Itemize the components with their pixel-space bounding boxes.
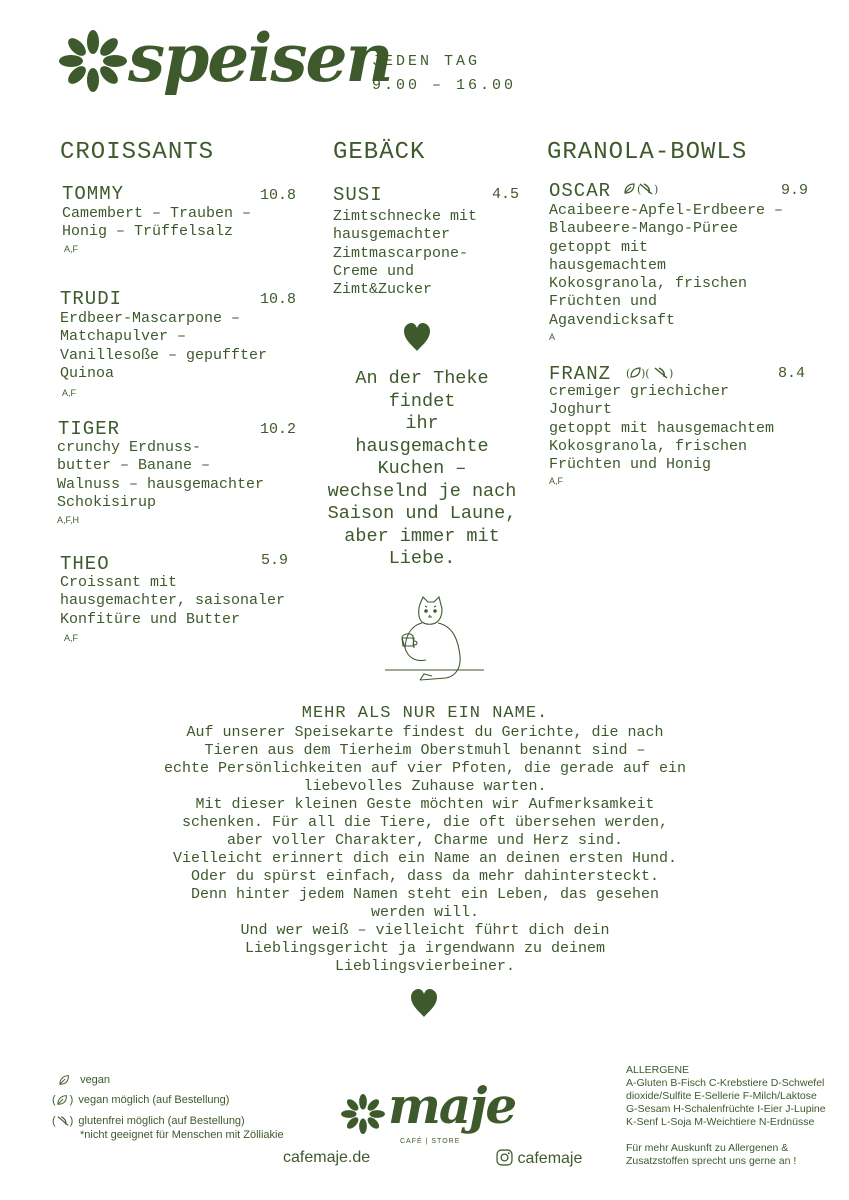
desc-line: getoppt mit [549,238,649,256]
vegan-possible-icon: ( ) [52,1094,74,1106]
desc-line: Vanillesoße – gepuffter [60,346,268,364]
desc-line: Zimt&Zucker [333,281,433,299]
item-desc-tiger [57,439,264,512]
desc-line: cremiger griechicher [549,383,730,400]
desc-line: hausgemachter [333,226,451,244]
allergene-line: G-Sesam H-Schalenfrüchte I-Eier J-Lupine [626,1103,826,1115]
desc-line: Camembert – Trauben – [62,205,252,222]
desc-line: Erdbeer-Mascarpone – [60,310,241,327]
heart-icon [403,322,431,352]
desc-line: Honig – Trüffelsalz [62,223,234,241]
flower-logo-icon [340,1094,386,1134]
item-price-tiger: 10.2 [260,421,297,438]
theke-line: Liebe. [388,548,456,569]
website-link[interactable]: cafemaje.de [283,1149,371,1166]
heart-icon [410,988,438,1018]
desc-line: Zimtschnecke mit [333,208,478,225]
desc-line: Matchapulver – [60,328,187,346]
item-desc-theo [60,574,285,629]
desc-line: Joghurt [549,401,613,419]
opening-days: JEDEN TAG [372,53,481,70]
desc-line: Acaibeere-Apfel-Erdbeere – [549,202,784,219]
item-name-franz: FRANZ [549,363,612,385]
item-desc-tommy [62,205,251,242]
desc-line: Schokisirup [57,493,157,511]
item-allergens-oscar: A [549,332,556,342]
vegan-possible-icon [626,365,678,385]
desc-line: Konfitüre und Butter [60,610,241,628]
story-line: Vielleicht erinnert dich ein Name an deinen ersten Hund. [172,850,678,867]
item-price-theo: 5.9 [261,552,289,569]
story-line: Und wer weiß – vielleicht führt dich dein [240,922,610,939]
desc-line: Creme und [333,262,415,280]
item-price-tommy: 10.8 [260,187,297,204]
story-line: Tieren aus dem Tierheim Oberstmuhl benannt sind – [204,742,646,759]
legend-vegan-optional [52,1093,229,1107]
story-line: liebevolles Zuhause warten. [303,778,547,795]
allergene-note-line: Für mehr Auskunft zu Allergenen & [626,1142,789,1154]
item-allergens-theo: A,F [64,633,79,643]
desc-line: getoppt mit hausgemachtem [549,419,775,437]
item-price-oscar: 9.9 [781,182,809,199]
item-allergens-franz: A,F [549,476,564,486]
item-allergens-tommy: A,F [64,244,79,254]
story-line: Lieblingsgericht ja irgendwann zu deinem [244,940,606,957]
theke-text [312,368,532,571]
allergene-note-line: Zusatzstoffen sprecht uns gerne an ! [626,1155,797,1167]
allergene-line: K-Senf L-Soja M-Weichtiere N-Erdnüsse [626,1116,815,1128]
story-line: aber voller Charakter, Charme und Herz sind. [226,832,624,849]
desc-line: hausgemachtem [549,256,667,274]
story-heading: MEHR ALS NUR EIN NAME. [301,704,549,723]
item-name-tiger: TIGER [58,418,121,440]
section-title-gebaeck: GEBÄCK [333,139,426,166]
item-price-trudi: 10.8 [260,291,297,308]
story-line: werden will. [370,904,480,921]
item-desc-oscar [549,202,783,330]
desc-line: Blaubeere-Mango-Püree [549,220,739,238]
instagram-link[interactable] [496,1149,582,1168]
item-name-tommy: TOMMY [62,183,125,205]
theke-line: findet [388,390,456,412]
desc-line: Kokosgranola, frischen [549,275,748,293]
desc-line: Zimtmascarpone- [333,244,469,262]
theke-line: hausgemachte [355,435,489,457]
desc-line: Kokosgranola, frischen [549,437,748,455]
theke-line: aber immer mit [344,525,500,547]
item-desc-susi [333,208,477,299]
opening-times: 9.00 – 16.00 [372,77,517,94]
desc-line: Agavendicksaft [549,311,676,329]
brand-subtitle: CAFÉ | STORE [400,1138,461,1145]
page-title: speisen [128,19,392,97]
vegan-leaf-icon [622,181,662,201]
opening-hours [372,50,516,98]
item-name-trudi: TRUDI [60,288,123,310]
desc-line: hausgemachter, saisonaler [60,592,286,610]
item-desc-franz [549,383,774,474]
allergene-title: ALLERGENE [626,1064,690,1076]
desc-line: Früchten und [549,293,658,311]
item-allergens-tiger: A,F,H [57,515,80,525]
flower-logo-icon [58,30,128,92]
allergene-line: dioxide/Sulfite E-Sellerie F-Milch/Laktose [626,1090,817,1102]
svg-text:): ) [669,367,674,380]
item-price-susi: 4.5 [492,186,520,203]
theke-line: ihr [405,413,439,434]
story-line: Auf unserer Speisekarte findest du Gerichte, die nach [186,724,664,741]
story-line: echte Persönlichkeiten auf vier Pfoten, die gerade auf ein [163,760,687,777]
item-price-franz: 8.4 [778,365,806,382]
desc-line: butter – Banane – [57,457,211,475]
legend-vegan-optional-label: vegan möglich (auf Bestellung) [78,1094,230,1106]
story-line: Oder du spürst einfach, dass da mehr dahintersteckt. [190,868,660,885]
item-name-theo: THEO [60,553,110,575]
svg-text:(: ( [626,367,631,380]
desc-line: Quinoa [60,364,115,382]
story-line: Mit dieser kleinen Geste möchten wir Aufmerksamkeit [195,796,655,813]
story-text [150,724,700,976]
item-desc-trudi [60,310,267,383]
item-allergens-trudi: A,F [62,388,77,398]
allergene-note [626,1142,796,1168]
theke-line: Kuchen – [377,458,467,479]
theke-line: wechselnd je nach [327,480,517,502]
legend-gluten-note: *nicht geeignet für Menschen mit Zölliakie [80,1129,284,1141]
instagram-icon [496,1149,513,1166]
desc-line: Croissant mit [60,574,178,591]
svg-text:): ) [654,183,659,196]
section-title-croissants: CROISSANTS [60,139,215,166]
desc-line: Walnuss – hausgemachter [57,475,265,493]
item-name-susi: SUSI [333,184,383,206]
svg-text:(: ( [637,183,642,196]
cat-illustration [380,596,490,688]
brand-logo: maje [388,1076,516,1135]
legend-vegan [57,1073,110,1087]
legend-gluten-free [52,1114,245,1128]
instagram-handle: cafemaje [517,1150,583,1167]
item-name-oscar: OSCAR [549,180,612,202]
section-title-granola: GRANOLA-BOWLS [547,139,748,166]
vegan-leaf-icon [57,1074,73,1086]
story-line: Lieblingsvierbeiner. [334,958,516,975]
svg-text:)(: )( [641,367,650,380]
theke-line: An der Theke [355,368,489,389]
legend-gluten-free-label: glutenfrei möglich (auf Bestellung) [78,1115,245,1127]
story-line: Denn hinter jedem Namen steht ein Leben, das gesehen [190,886,660,903]
desc-line: crunchy Erdnuss- [57,439,202,456]
desc-line: Früchten und Honig [549,456,712,474]
gluten-free-icon: ( ) [52,1115,74,1127]
allergene-line: A-Gluten B-Fisch C-Krebstiere D-Schwefel [626,1077,825,1089]
allergene-legend [626,1064,826,1129]
legend-vegan-label: vegan [80,1074,111,1086]
theke-line: Saison und Laune, [327,503,517,524]
story-line: schenken. Für all die Tiere, die oft übersehen werden, [181,814,669,831]
